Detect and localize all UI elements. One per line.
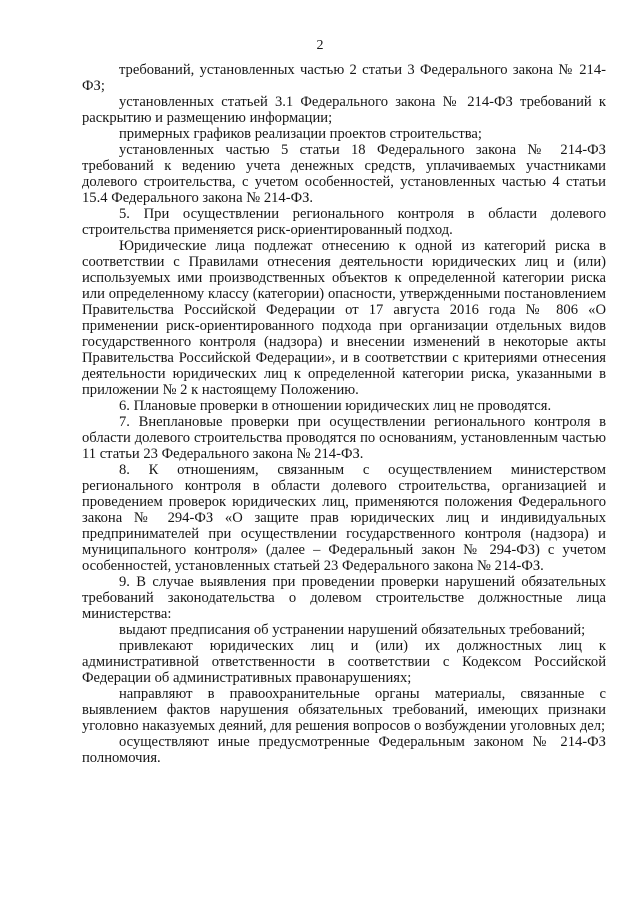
paragraph: осуществляют иные предусмотренные Федеральным законом № 214-ФЗ полномочия. <box>82 734 606 766</box>
page-number: 2 <box>316 38 324 53</box>
paragraph: Юридические лица подлежат отнесению к одной из категорий риска в соответствии с Правилами отнесения деятельности юридических лиц и (или) используемых ими производственных объектов к определенной категории риска или определенному классу (категории) опасности, утвержденными постановлением Правительства Российской Федерации от 17 августа 2016 года № 806 «О применении риск-ориентированного подхода при организации отдельных видов государственного контроля (надзора) и внесении изменений в некоторые акты Правительства Российской Федерации», и в соответствии с критериями отнесения деятельности юридических лиц к определенной категории риска, указанными в приложении № 2 к настоящему Положению. <box>82 238 606 398</box>
document-body <box>82 62 606 766</box>
paragraph: примерных графиков реализации проектов строительства; <box>119 126 482 142</box>
paragraph: привлекают юридических лиц и (или) их должностных лиц к административной ответственности в соответствии с Кодексом Российской Федерации об административных правонарушениях; <box>82 638 606 686</box>
paragraph: установленных частью 5 статьи 18 Федерального закона № 214-ФЗ требований к ведению учета денежных средств, уплачиваемых участниками долевого строительства, с учетом особенностей, установленных частью 4 статьи 15.4 Федерального закона № 214-ФЗ. <box>82 142 606 206</box>
paragraph: установленных статьей 3.1 Федерального закона № 214-ФЗ требований к раскрытию и размещению информации; <box>82 94 606 126</box>
paragraph: требований, установленных частью 2 статьи 3 Федерального закона № 214-ФЗ; <box>82 62 606 94</box>
paragraph: выдают предписания об устранении нарушений обязательных требований; <box>119 622 586 638</box>
paragraph: 7. Внеплановые проверки при осуществлении регионального контроля в области долевого строительства проводятся по основаниям, установленным частью 11 статьи 23 Федерального закона № 214-ФЗ. <box>82 414 606 462</box>
paragraph: 6. Плановые проверки в отношении юридических лиц не проводятся. <box>119 398 552 414</box>
paragraph: направляют в правоохранительные органы материалы, связанные с выявлением фактов нарушения обязательных требований, имеющих признаки уголовно наказуемых деяний, для решения вопросов о возбуждении уголовных дел; <box>82 686 606 734</box>
paragraph: 5. При осуществлении регионального контроля в области долевого строительства применяется риск-ориентированный подход. <box>82 206 606 238</box>
paragraph: 8. К отношениям, связанным с осуществлением министерством регионального контроля в области долевого строительства, организацией и проведением проверок юридических лиц, применяются положения Федерального закона № 294-ФЗ «О защите прав юридических лиц и индивидуальных предпринимателей при осуществлении государственного контроля (надзора) и муниципального контроля» (далее – Федеральный закон № 294-ФЗ) с учетом особенностей, установленных статьей 23 Федерального закона № 214-ФЗ. <box>82 462 606 574</box>
paragraph: 9. В случае выявления при проведении проверки нарушений обязательных требований законодательства о долевом строительстве должностные лица министерства: <box>82 574 606 622</box>
